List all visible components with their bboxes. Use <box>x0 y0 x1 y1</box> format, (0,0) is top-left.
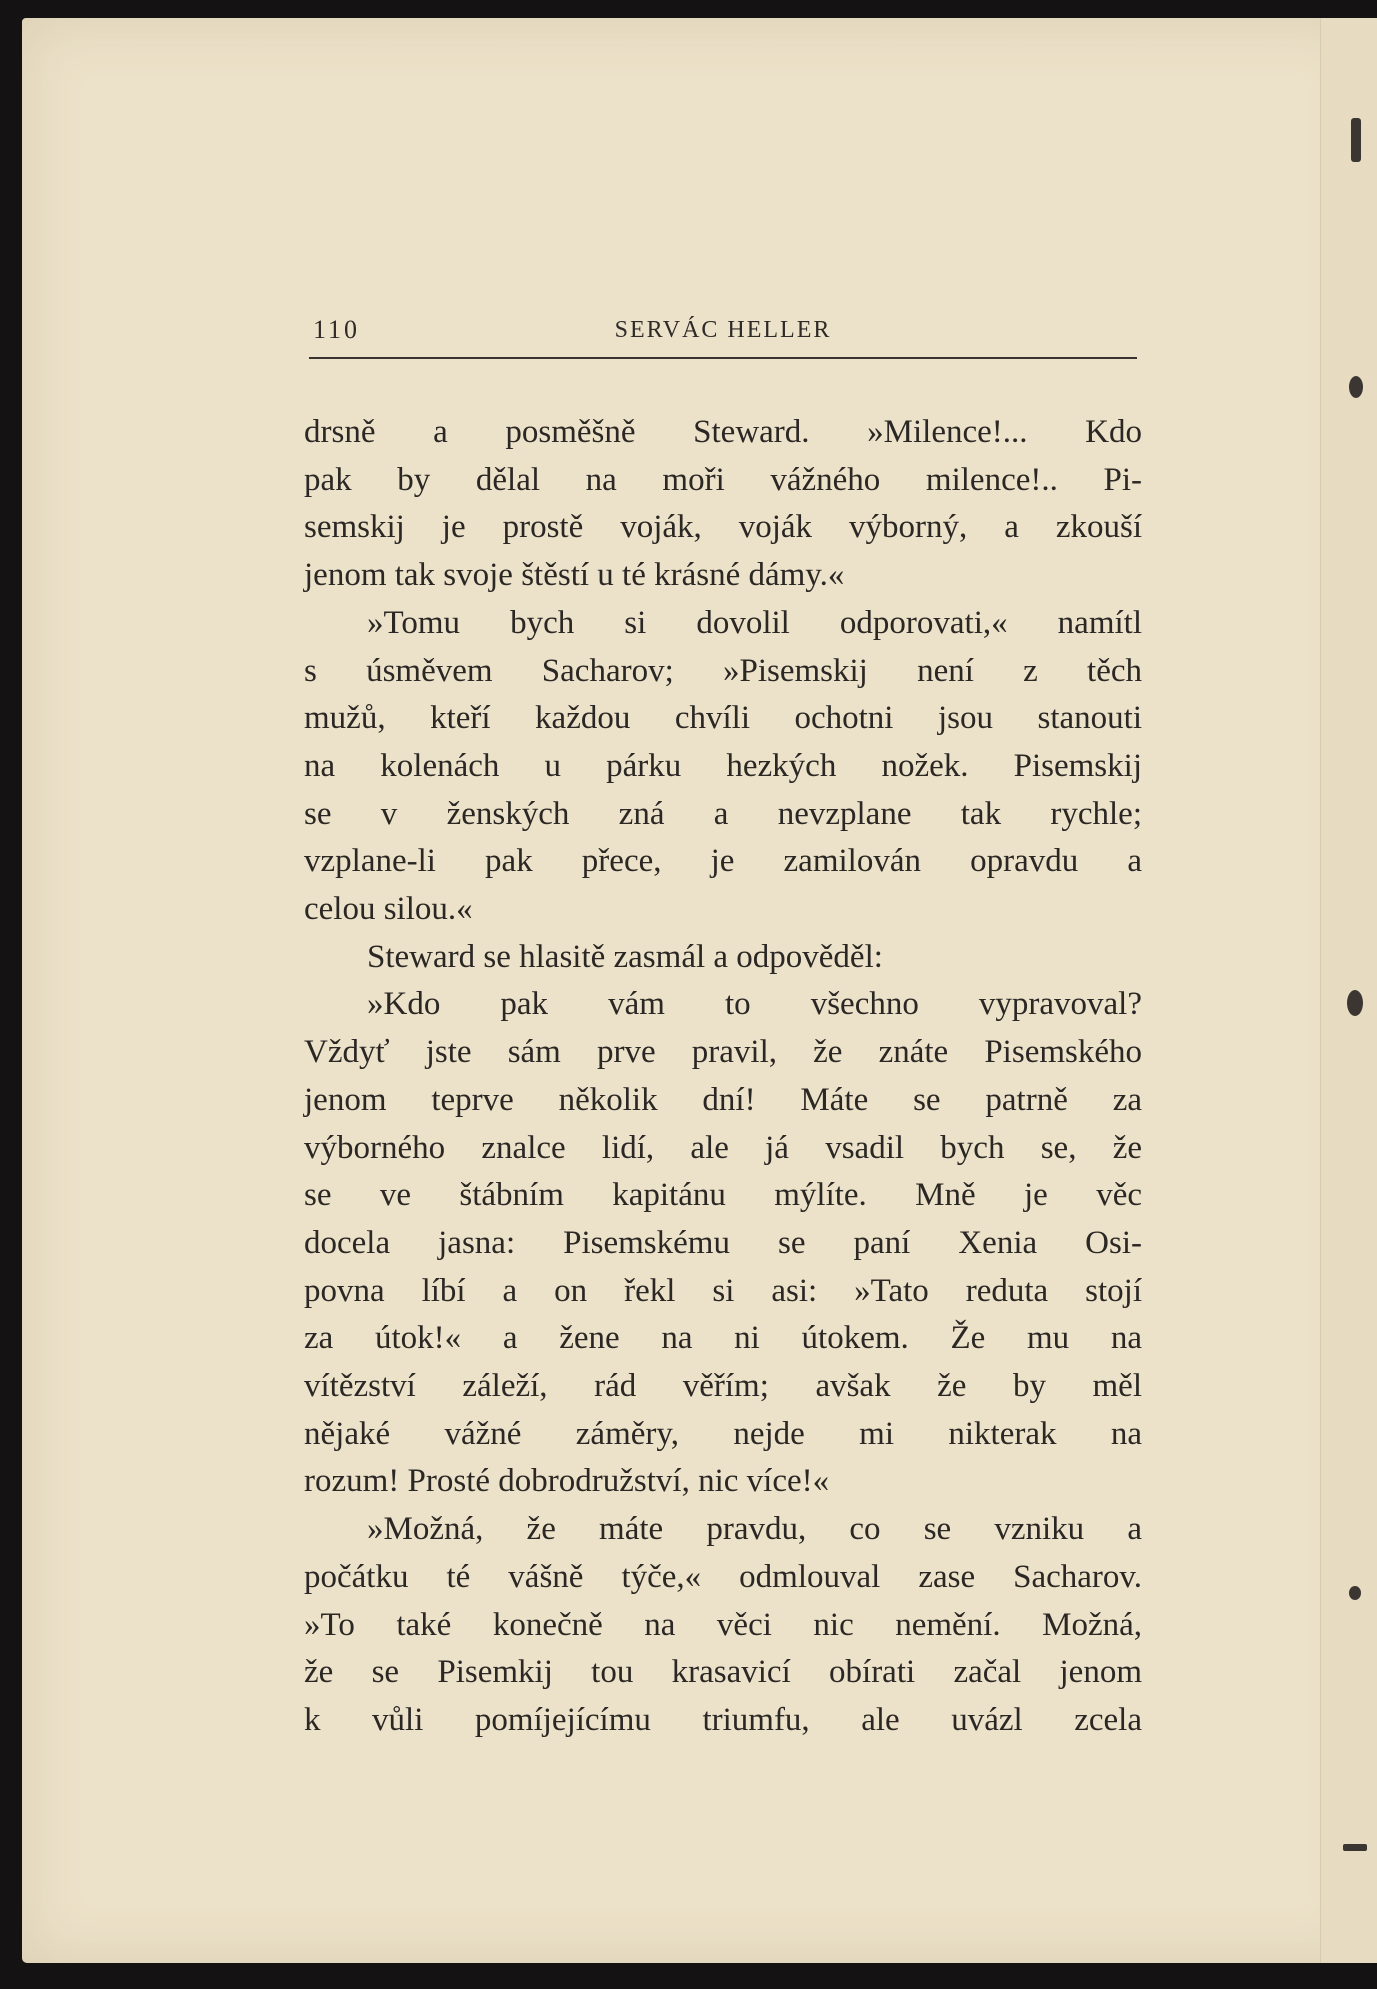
text-line: rozum! Prosté dobrodružství, nic více!« <box>304 1463 830 1500</box>
text-line: »To také konečně na věci nic nemění. Možná, <box>304 1606 1142 1643</box>
text-line: výborného znalce lidí, ale já vsadil bych se, že <box>304 1129 1142 1166</box>
running-title: SERVÁC HELLER <box>614 317 832 343</box>
ink-mark <box>1349 1586 1361 1600</box>
book-page <box>22 18 1367 1963</box>
text-line: »Tomu bych si dovolil odporovati,« namítl <box>367 604 1142 641</box>
text-line: vzplane-li pak přece, je zamilován opravdu a <box>304 843 1142 880</box>
ink-mark <box>1351 118 1361 162</box>
text-line: mužů, kteří každou chvíli ochotni jsou stanouti <box>304 700 1142 737</box>
text-line: Steward se hlasitě zasmál a odpověděl: <box>367 938 883 975</box>
text-line: »Možná, že máte pravdu, co se vzniku a <box>367 1511 1142 1548</box>
text-line: počátku té vášně týče,« odmlouval zase Sacharov. <box>304 1558 1142 1595</box>
text-line: se v ženských zná a nevzplane tak rychle; <box>304 795 1142 832</box>
ink-mark <box>1349 376 1363 398</box>
text-line: Vždyť jste sám prve pravil, že znáte Pisemského <box>304 1034 1142 1071</box>
ink-mark <box>1343 1844 1367 1851</box>
page-number: 110 <box>313 315 361 344</box>
text-line: »Kdo pak vám to všechno vypravoval? <box>367 986 1142 1023</box>
text-line: za útok!« a žene na ni útokem. Že mu na <box>304 1320 1142 1357</box>
text-line: drsně a posměšně Steward. »Milence!... Kdo <box>304 414 1142 450</box>
text-line: jenom tak svoje štěstí u té krásné dámy.« <box>304 557 845 594</box>
text-line: vítězství záleží, rád věřím; avšak že by měl <box>304 1368 1142 1405</box>
text-line: k vůli pomíjejícímu triumfu, ale uvázl zcela <box>304 1701 1142 1738</box>
text-line: pak by dělal na moři vážného milence!.. Pi- <box>304 461 1142 498</box>
text-line: jenom teprve několik dní! Máte se patrně za <box>304 1081 1142 1118</box>
text-line: docela jasna: Pisemskému se paní Xenia Osi- <box>304 1224 1142 1261</box>
page-edge <box>1320 18 1377 1963</box>
ink-mark <box>1347 990 1363 1016</box>
text-line: na kolenách u párku hezkých nožek. Pisemskij <box>304 747 1142 784</box>
text-body <box>304 409 1142 1745</box>
text-line: s úsměvem Sacharov; »Pisemskij není z těch <box>304 652 1142 689</box>
text-line: že se Pisemkij tou krasavicí obírati začal jenom <box>304 1654 1142 1691</box>
text-line: povna líbí a on řekl si asi: »Tato reduta stojí <box>304 1272 1142 1309</box>
text-line: semskij je prostě voják, voják výborný, a zkouší <box>304 509 1142 546</box>
text-line: se ve štábním kapitánu mýlíte. Mně je věc <box>304 1177 1142 1214</box>
text-line: nějaké vážné záměry, nejde mi nikterak na <box>304 1415 1142 1452</box>
running-head <box>309 311 1137 359</box>
text-line: celou silou.« <box>304 891 473 928</box>
